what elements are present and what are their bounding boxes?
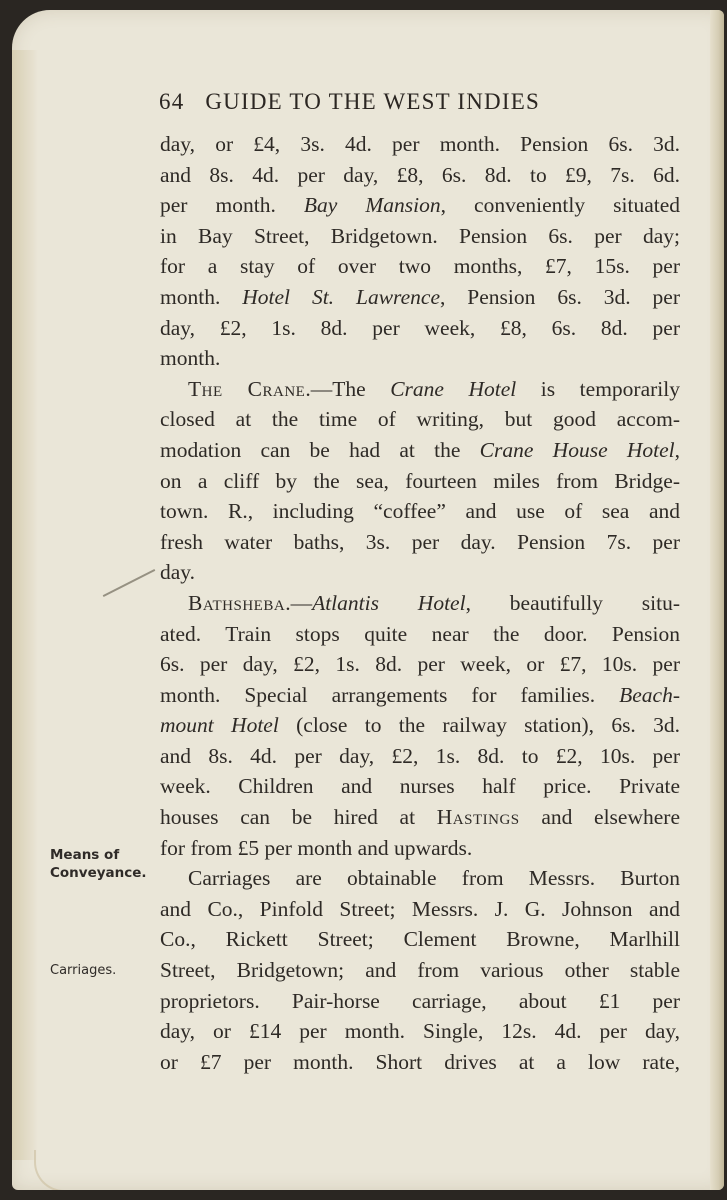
body-text	[160, 129, 680, 1077]
text-line: houses can be hired at Hastings and elsewhere	[160, 805, 680, 830]
text-line: and Co., Pinfold Street; Messrs. J. G. Johnson and	[160, 896, 680, 921]
text-line: Bathsheba.—Atlantis Hotel, beautifully situ-	[188, 590, 680, 615]
text-line: month. Special arrangements for families. Beach-	[160, 682, 680, 707]
book-page	[12, 10, 724, 1190]
text-line: 6s. per day, £2, 1s. 8d. per week, or £7, 10s. per	[160, 652, 680, 677]
page-corner	[34, 1150, 66, 1190]
running-header	[159, 89, 629, 115]
text-line: day, £2, 1s. 8d. per week, £8, 6s. 8d. per	[160, 315, 680, 340]
text-line: week. Children and nurses half price. Private	[160, 774, 680, 799]
text-line: day.	[160, 560, 196, 585]
text-line: day, or £14 per month. Single, 12s. 4d. per day,	[160, 1019, 680, 1044]
text-line: and 8s. 4d. per day, £2, 1s. 8d. to £2, 10s. per	[160, 743, 680, 768]
text-line: ated. Train stops quite near the door. Pension	[160, 621, 680, 646]
text-line: month.	[160, 346, 221, 371]
margin-note-carriages: Carriages.	[50, 963, 117, 978]
text-line: and 8s. 4d. per day, £8, 6s. 8d. to £9, 7s. 6d.	[160, 162, 680, 187]
text-line: month. Hotel St. Lawrence, Pension 6s. 3d. per	[160, 284, 681, 309]
page-number: 64	[159, 89, 185, 114]
text-line: or £7 per month. Short drives at a low rate,	[160, 1049, 680, 1074]
running-title: GUIDE TO THE WEST INDIES	[205, 89, 540, 114]
text-line: closed at the time of writing, but good accom-	[160, 407, 680, 432]
text-line: day, or £4, 3s. 4d. per month. Pension 6s. 3d.	[160, 132, 680, 156]
text-line: mount Hotel (close to the railway station), 6s. 3d.	[160, 713, 680, 738]
text-line: The Crane.—The Crane Hotel is temporarily	[188, 376, 680, 401]
text-line: town. R., including “coffee” and use of sea and	[160, 499, 680, 524]
text-line: for a stay of over two months, £7, 15s. per	[160, 254, 680, 279]
text-line: fresh water baths, 3s. per day. Pension 7s. per	[160, 529, 680, 554]
text-line: proprietors. Pair-horse carriage, about £1 per	[160, 988, 680, 1013]
pencil-mark	[103, 569, 156, 597]
margin-note-line: Means of	[50, 847, 120, 863]
text-line: per month. Bay Mansion, conveniently situated	[160, 193, 680, 218]
page-edge	[710, 10, 724, 1190]
text-line: Carriages are obtainable from Messrs. Burton	[188, 866, 680, 891]
text-line: for from £5 per month and upwards.	[160, 835, 473, 860]
text-line: Co., Rickett Street; Clement Browne, Marlhill	[160, 927, 680, 952]
text-line: modation can be had at the Crane House Hotel,	[160, 437, 680, 462]
margin-note-means-of-conveyance	[50, 846, 147, 882]
text-line: Street, Bridgetown; and from various other stable	[160, 958, 680, 983]
text-line: on a cliff by the sea, fourteen miles from Bridge-	[160, 468, 680, 493]
page-gutter-shadow	[12, 50, 38, 1160]
text-line: in Bay Street, Bridgetown. Pension 6s. per day;	[160, 223, 680, 248]
margin-note-line: Conveyance.	[50, 865, 147, 881]
